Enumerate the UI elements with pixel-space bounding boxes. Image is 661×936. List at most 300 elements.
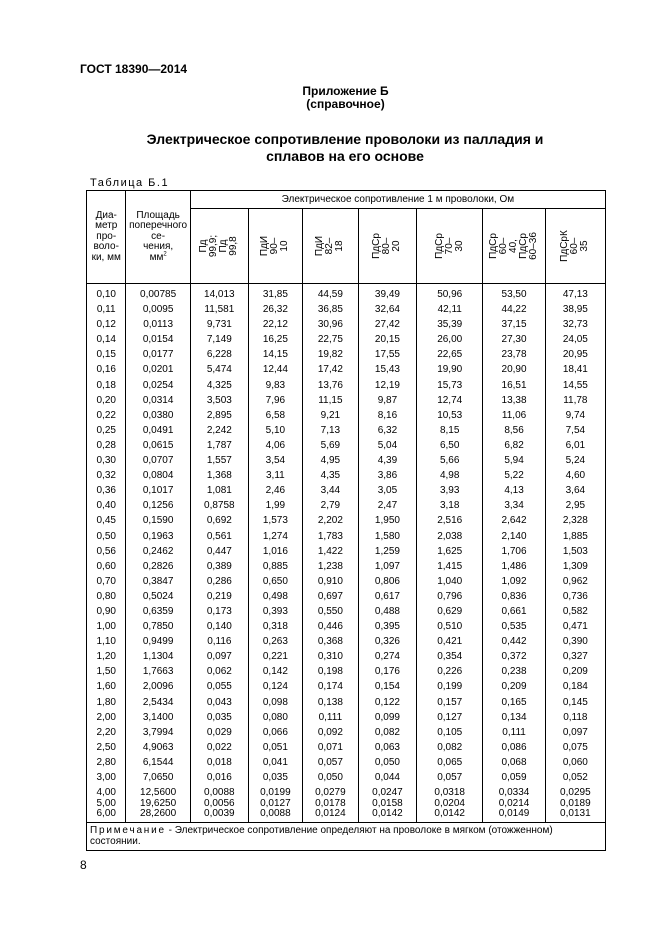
table-cell: 0,068 [483,755,545,770]
table-cell: 6,32 [358,423,416,438]
table-cell: 5,22 [483,468,545,483]
table-cell: 0,018 [190,755,248,770]
header-alloy-label: ПдСр 80– 20 [371,233,403,259]
table-cell: 0,395 [358,619,416,634]
table-cell: 39,49 [358,284,416,303]
table-cell: 0,310 [302,649,358,664]
appendix-heading [0,85,661,111]
table-row [87,695,606,710]
table-cell: 0,0279 [302,785,358,799]
table-cell: 0,0127 [248,799,302,810]
table-cell: 1,040 [417,574,483,589]
table-cell: 0,065 [417,755,483,770]
appendix-title: Приложение Б [302,84,389,98]
table-cell: 0,0142 [358,809,416,822]
table-cell: 0,0142 [417,809,483,822]
table-cell: 0,736 [545,589,605,604]
table-cell: 0,052 [545,770,605,785]
table-cell: 0,157 [417,695,483,710]
table-cell: 16,51 [483,378,545,393]
table-cell: 6,01 [545,438,605,453]
table-cell: 0,0113 [126,317,190,332]
table-cell: 1,274 [248,529,302,544]
table-cell: 0,36 [87,483,126,498]
table-note [87,822,606,850]
table-cell: 0,11 [87,302,126,317]
table-cell: 0,90 [87,604,126,619]
table-cell: 0,0095 [126,302,190,317]
table-cell: 0,2826 [126,559,190,574]
table-cell: 2,47 [358,498,416,513]
table-cell: 4,98 [417,468,483,483]
table-cell: 0,390 [545,634,605,649]
table-cell: 3,7994 [126,725,190,740]
table-cell: 5,94 [483,453,545,468]
table-cell: 38,95 [545,302,605,317]
table-cell: 0,016 [190,770,248,785]
table-row [87,284,606,303]
table-cell: 24,05 [545,332,605,347]
table-cell: 0,796 [417,589,483,604]
table-cell: 0,582 [545,604,605,619]
table-cell: 0,219 [190,589,248,604]
table-row [87,785,606,799]
table-cell: 1,10 [87,634,126,649]
table-cell: 0,80 [87,589,126,604]
table-row [87,559,606,574]
table-cell: 0,238 [483,664,545,679]
table-cell: 6,58 [248,408,302,423]
table-cell: 4,35 [302,468,358,483]
table-cell: 2,46 [248,483,302,498]
table-cell: 0,510 [417,619,483,634]
table-cell: 3,18 [417,498,483,513]
table-cell: 1,885 [545,529,605,544]
header-alloy [302,209,358,284]
table-cell: 0,0056 [190,799,248,810]
table-cell: 0,326 [358,634,416,649]
table-cell: 0,50 [87,529,126,544]
table-cell: 0,176 [358,664,416,679]
table-row [87,302,606,317]
table-cell: 0,057 [302,755,358,770]
table-cell: 26,00 [417,332,483,347]
table-cell: 0,198 [302,664,358,679]
table-cell: 0,446 [302,619,358,634]
table-cell: 1,573 [248,513,302,528]
table-cell: 0,066 [248,725,302,740]
table-cell: 6,00 [87,809,126,822]
document-code: ГОСТ 18390—2014 [80,62,188,76]
table-cell: 0,5024 [126,589,190,604]
table-cell: 5,00 [87,799,126,810]
table-cell: 3,503 [190,393,248,408]
table-cell: 14,15 [248,347,302,362]
table-row [87,740,606,755]
table-cell: 0,629 [417,604,483,619]
table-cell: 0,0254 [126,378,190,393]
table-cell: 0,050 [358,755,416,770]
page-title [100,131,590,165]
table-cell: 12,74 [417,393,483,408]
table-cell: 0,062 [190,664,248,679]
table-cell: 0,092 [302,725,358,740]
table-cell: 3,93 [417,483,483,498]
table-cell: 0,32 [87,468,126,483]
table-cell: 1,486 [483,559,545,574]
table-cell: 0,885 [248,559,302,574]
table-cell: 0,962 [545,574,605,589]
table-cell: 0,10 [87,284,126,303]
table-cell: 0,22 [87,408,126,423]
table-cell: 7,13 [302,423,358,438]
table-cell: 0,0707 [126,453,190,468]
table-cell: 0,184 [545,679,605,694]
header-alloy-label: ПдСрК 60– 35 [559,230,591,262]
table-cell: 1,60 [87,679,126,694]
header-alloy [190,209,248,284]
table-cell: 0,0131 [545,809,605,822]
table-cell: 0,650 [248,574,302,589]
table-cell: 15,43 [358,362,416,377]
table-cell: 3,64 [545,483,605,498]
table-cell: 0,20 [87,393,126,408]
table-cell: 0,0318 [417,785,483,799]
table-cell: 4,60 [545,468,605,483]
table-cell: 0,697 [302,589,358,604]
table-cell: 1,80 [87,695,126,710]
table-cell: 0,055 [190,679,248,694]
table-cell: 3,86 [358,468,416,483]
header-alloy-label: ПдСр 70– 30 [433,233,465,259]
table-cell: 7,0650 [126,770,190,785]
table-cell: 0,535 [483,619,545,634]
table-cell: 0,0380 [126,408,190,423]
table-cell: 0,45 [87,513,126,528]
table-cell: 0,0334 [483,785,545,799]
table-cell: 5,10 [248,423,302,438]
table-cell: 0,0491 [126,423,190,438]
table-cell: 28,2600 [126,809,190,822]
table-cell: 0,393 [248,604,302,619]
table-cell: 4,325 [190,378,248,393]
table-cell: 32,64 [358,302,416,317]
table-cell: 0,0804 [126,468,190,483]
table-cell: 0,059 [483,770,545,785]
table-cell: 0,692 [190,513,248,528]
table-cell: 2,895 [190,408,248,423]
table-cell: 0,0154 [126,332,190,347]
table-cell: 0,124 [248,679,302,694]
table-cell: 0,263 [248,634,302,649]
table-row [87,604,606,619]
table-cell: 7,54 [545,423,605,438]
table-cell: 22,75 [302,332,358,347]
table-cell: 30,96 [302,317,358,332]
header-diameter [87,191,126,284]
table-cell: 0,274 [358,649,416,664]
table-cell: 0,111 [483,725,545,740]
table-cell: 0,498 [248,589,302,604]
page-number: 8 [80,858,87,872]
table-cell: 0,70 [87,574,126,589]
table-cell: 20,15 [358,332,416,347]
table-cell: 0,0204 [417,799,483,810]
table-cell: 0,116 [190,634,248,649]
appendix-subtitle: (справочное) [306,97,385,111]
table-cell: 0,0088 [190,785,248,799]
table-cell: 0,447 [190,544,248,559]
table-cell: 0,0214 [483,799,545,810]
table-cell: 0,082 [358,725,416,740]
table-row [87,498,606,513]
table-row [87,664,606,679]
table-cell: 42,11 [417,302,483,317]
table-cell: 0,057 [417,770,483,785]
table-row [87,529,606,544]
table-cell: 0,086 [483,740,545,755]
table-row [87,378,606,393]
table-cell: 11,06 [483,408,545,423]
table-cell: 0,372 [483,649,545,664]
header-alloy-label: ПдИ 90–10 [259,235,291,257]
table-cell: 0,442 [483,634,545,649]
table-cell: 0,0149 [483,809,545,822]
table-cell: 0,40 [87,498,126,513]
table-cell: 4,06 [248,438,302,453]
table-cell: 0,60 [87,559,126,574]
table-cell: 50,96 [417,284,483,303]
table-cell: 1,783 [302,529,358,544]
table-cell: 2,038 [417,529,483,544]
table-cell: 19,90 [417,362,483,377]
table-row [87,544,606,559]
table-cell: 0,0615 [126,438,190,453]
table-cell: 17,42 [302,362,358,377]
table-cell: 0,0199 [248,785,302,799]
table-cell: 0,142 [248,664,302,679]
table-cell: 1,580 [358,529,416,544]
table-cell: 0,2462 [126,544,190,559]
table-cell: 0,617 [358,589,416,604]
table-cell: 0,0158 [358,799,416,810]
table-cell: 1,00 [87,619,126,634]
table-cell: 0,1017 [126,483,190,498]
table-cell: 7,149 [190,332,248,347]
table-cell: 1,259 [358,544,416,559]
table-cell: 0,318 [248,619,302,634]
table-cell: 0,209 [483,679,545,694]
table-row [87,574,606,589]
table-cell: 0,12 [87,317,126,332]
table-cell: 11,78 [545,393,605,408]
table-cell: 4,13 [483,483,545,498]
note-text: - Электрическое сопротивление определяют на проволоке в мягком (отожженном) состоянии. [90,824,553,847]
table-cell: 0,118 [545,710,605,725]
table-cell: 0,0189 [545,799,605,810]
table-cell: 0,043 [190,695,248,710]
header-area [126,191,190,284]
table-row [87,770,606,785]
table-cell: 0,561 [190,529,248,544]
table-row [87,453,606,468]
table-cell: 4,95 [302,453,358,468]
table-row [87,809,606,822]
table-cell: 0,0039 [190,809,248,822]
table-cell: 0,051 [248,740,302,755]
table-cell: 0,075 [545,740,605,755]
table-cell: 9,87 [358,393,416,408]
page-title-line-1: Электрическое сопротивление проволоки из палладия и [146,131,544,147]
header-alloy [248,209,302,284]
table-cell: 3,11 [248,468,302,483]
table-cell: 2,202 [302,513,358,528]
table-cell: 0,145 [545,695,605,710]
table-cell: 0,0124 [302,809,358,822]
table-cell: 6,1544 [126,755,190,770]
table-cell: 0,111 [302,710,358,725]
table-cell: 0,25 [87,423,126,438]
table-cell: 1,20 [87,649,126,664]
table-row [87,589,606,604]
table-cell: 0,138 [302,695,358,710]
table-cell: 0,029 [190,725,248,740]
table-cell: 12,44 [248,362,302,377]
table-cell: 36,85 [302,302,358,317]
header-resistance-group: Электрическое сопротивление 1 м проволоки, Ом [190,191,605,209]
table-cell: 0,16 [87,362,126,377]
table-cell: 1,097 [358,559,416,574]
page-title-line-2: сплавов на его основе [266,148,424,164]
table-cell: 0,099 [358,710,416,725]
table-cell: 0,022 [190,740,248,755]
table-cell: 2,80 [87,755,126,770]
table-cell: 0,035 [248,770,302,785]
table-cell: 0,15 [87,347,126,362]
table-cell: 0,041 [248,755,302,770]
table-row [87,423,606,438]
table-cell: 0,368 [302,634,358,649]
table-cell: 12,19 [358,378,416,393]
table-cell: 1,092 [483,574,545,589]
table-cell: 11,581 [190,302,248,317]
table-cell: 0,836 [483,589,545,604]
table-cell: 0,550 [302,604,358,619]
table-row [87,347,606,362]
table-cell: 6,50 [417,438,483,453]
table-cell: 3,1400 [126,710,190,725]
table-cell: 35,39 [417,317,483,332]
table-row [87,679,606,694]
header-area-text: Площадь поперечного се- чения, мм [129,209,188,263]
table-cell: 3,44 [302,483,358,498]
table-row [87,332,606,347]
table-cell: 4,39 [358,453,416,468]
table-row [87,468,606,483]
table-cell: 0,1963 [126,529,190,544]
table-cell: 0,56 [87,544,126,559]
table-cell: 1,081 [190,483,248,498]
table-cell: 47,13 [545,284,605,303]
header-diameter-text: Диа- метр про- воло- ки, мм [91,209,121,263]
table-cell: 3,54 [248,453,302,468]
table-cell: 0,661 [483,604,545,619]
table-cell: 0,174 [302,679,358,694]
table-cell: 0,221 [248,649,302,664]
table-cell: 32,73 [545,317,605,332]
table-cell: 0,8758 [190,498,248,513]
table-cell: 19,6250 [126,799,190,810]
table-cell: 7,96 [248,393,302,408]
table-cell: 0,134 [483,710,545,725]
resistance-table [86,190,606,851]
table-cell: 9,731 [190,317,248,332]
table-cell: 6,228 [190,347,248,362]
table-cell: 0,1590 [126,513,190,528]
table-row [87,483,606,498]
table-cell: 0,060 [545,755,605,770]
table-label: Таблица Б.1 [90,177,170,189]
table-cell: 1,625 [417,544,483,559]
table-row [87,634,606,649]
table-cell: 20,95 [545,347,605,362]
header-alloy-label: ПдИ 82–18 [314,235,346,257]
table-cell: 0,173 [190,604,248,619]
table-cell: 1,1304 [126,649,190,664]
table-cell: 14,55 [545,378,605,393]
table-cell: 0,9499 [126,634,190,649]
table-cell: 18,41 [545,362,605,377]
header-alloy [545,209,605,284]
table-cell: 0,286 [190,574,248,589]
table-cell: 0,165 [483,695,545,710]
table-cell: 1,950 [358,513,416,528]
table-cell: 8,56 [483,423,545,438]
table-cell: 1,7663 [126,664,190,679]
table-cell: 4,00 [87,785,126,799]
header-alloy [417,209,483,284]
table-cell: 0,097 [190,649,248,664]
table-cell: 0,488 [358,604,416,619]
table-cell: 0,050 [302,770,358,785]
table-cell: 23,78 [483,347,545,362]
table-cell: 0,044 [358,770,416,785]
table-cell: 5,04 [358,438,416,453]
table-cell: 0,1256 [126,498,190,513]
table-cell: 0,327 [545,649,605,664]
table-cell: 22,12 [248,317,302,332]
table-cell: 0,910 [302,574,358,589]
table-cell: 0,127 [417,710,483,725]
table-cell: 20,90 [483,362,545,377]
header-alloy-label: ПдСр 60– 40, ПдСр 60–36 [488,232,540,260]
table-cell: 0,00785 [126,284,190,303]
header-area-superscript: 2 [163,251,167,258]
table-cell: 1,415 [417,559,483,574]
table-cell: 10,53 [417,408,483,423]
table-cell: 1,503 [545,544,605,559]
table-cell: 0,035 [190,710,248,725]
table-cell: 44,59 [302,284,358,303]
table-cell: 31,85 [248,284,302,303]
table-row [87,710,606,725]
table-cell: 5,24 [545,453,605,468]
table-cell: 0,0295 [545,785,605,799]
table-cell: 6,82 [483,438,545,453]
table-cell: 1,706 [483,544,545,559]
table-cell: 0,122 [358,695,416,710]
table-cell: 0,0088 [248,809,302,822]
